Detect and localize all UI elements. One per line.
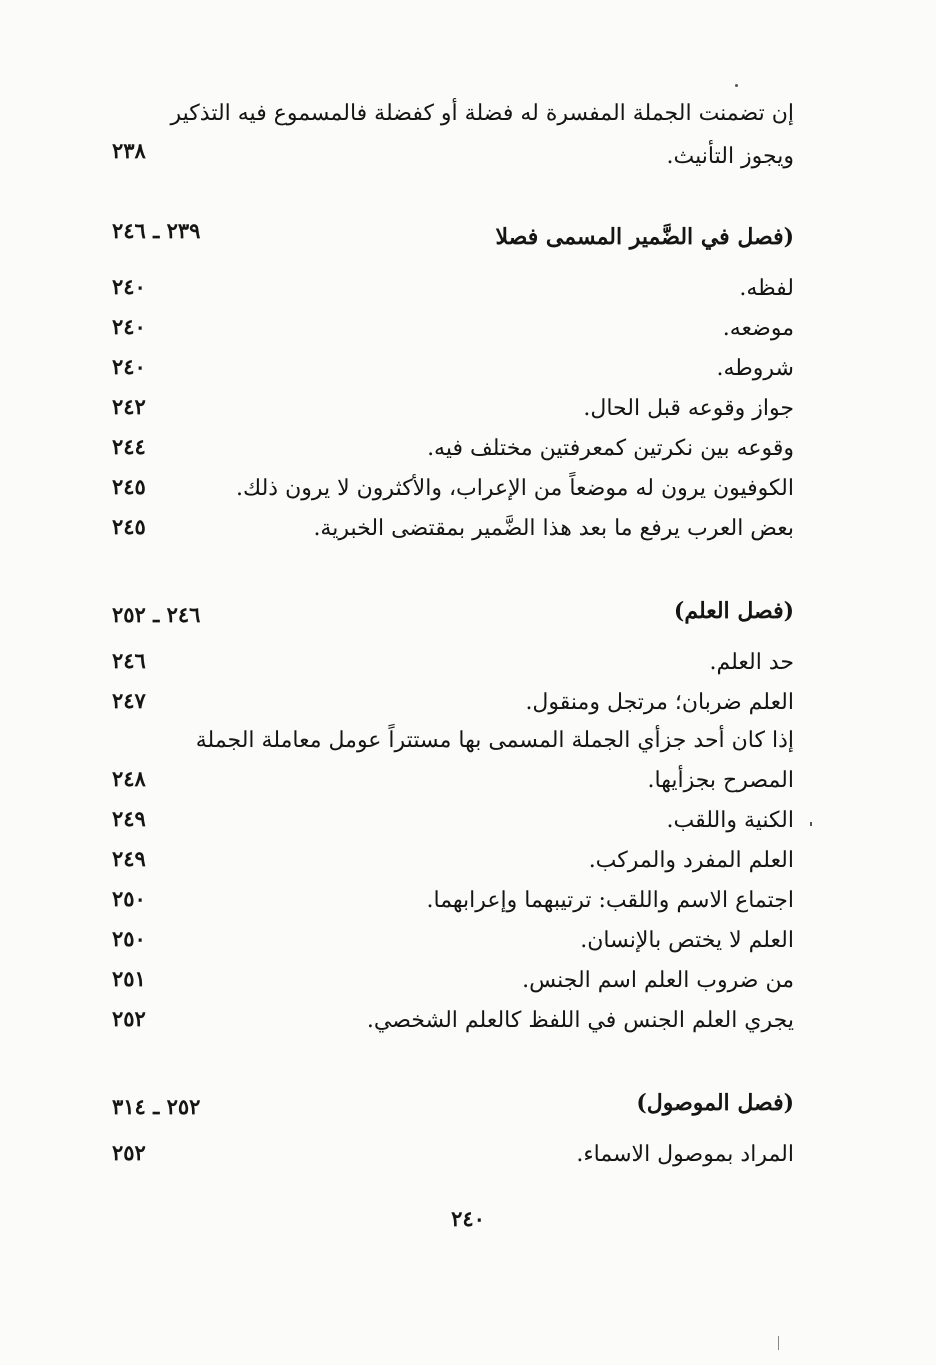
- index-entry-page: ٢٤٠: [112, 314, 146, 339]
- index-entry-text: العلم ضربان؛ مرتجل ومنقول.: [525, 690, 794, 715]
- index-entry-text: جواز وقوعه قبل الحال.: [583, 396, 794, 421]
- index-entry-page: ٢٤٠: [112, 354, 146, 379]
- index-entry-text: موضعه.: [722, 316, 794, 341]
- index-entry-page: ٢٥١: [112, 966, 146, 991]
- index-entry-page: ٢٤٥: [112, 514, 146, 539]
- scan-speck: [810, 822, 812, 826]
- index-entry-page: ٢٣٨: [112, 138, 146, 163]
- index-entry-page: ٢٥٠: [112, 926, 146, 951]
- index-entry-page: ٢٤٩: [112, 846, 146, 871]
- index-entry-text: العلم لا يختص بالإنسان.: [580, 928, 794, 953]
- index-entry-page: ٢٤٤: [112, 434, 146, 459]
- page-number: ٢٤٠: [451, 1206, 485, 1231]
- index-entry-text: إذا كان أحد جزأي الجملة المسمى بها مستتراً عومل معاملة الجملة: [195, 728, 794, 753]
- index-entry-text: بعض العرب يرفع ما بعد هذا الضَّمير بمقتضى الخبرية.: [313, 516, 794, 541]
- index-entry-text: حد العلم.: [709, 650, 794, 675]
- section-heading: (فصل في الضَّمير المسمى فصلا: [495, 224, 794, 250]
- section-heading: (فصل الموصول): [636, 1090, 794, 1116]
- scan-speck: [735, 84, 738, 87]
- index-entry-text: الكوفيون يرون له موضعاً من الإعراب، والأكثرون لا يرون ذلك.: [236, 476, 794, 501]
- index-entry-page: ٢٥٢: [112, 1140, 146, 1165]
- index-entry-text: ويجوز التأنيث.: [666, 144, 794, 169]
- index-entry-page: ٢٤٧: [112, 688, 146, 713]
- index-entry-text: إن تضمنت الجملة المفسرة له فضلة أو كفضلة فالمسموع فيه التذكير: [170, 101, 794, 126]
- index-entry-page: ٢٤٨: [112, 766, 146, 791]
- index-entry-text: المراد بموصول الاسماء.: [576, 1142, 794, 1167]
- index-entry-page: ٢٤٦: [112, 648, 146, 673]
- index-entry-text: من ضروب العلم اسم الجنس.: [522, 968, 794, 993]
- index-entry-page: ٢٤٢: [112, 394, 146, 419]
- index-entry-text: شروطه.: [716, 356, 794, 381]
- section-page-range: ٢٥٢ ـ ٣١٤: [112, 1094, 201, 1119]
- index-entry-text: الكنية واللقب.: [666, 808, 794, 833]
- index-entry-page: ٢٥٢: [112, 1006, 146, 1031]
- index-entry-page: ٢٥٠: [112, 886, 146, 911]
- section-heading: (فصل العلم): [673, 598, 794, 624]
- index-entry-text: لفظه.: [739, 276, 794, 301]
- scan-speck: [778, 1336, 779, 1350]
- index-entry-text: المصرح بجزأيها.: [647, 768, 794, 793]
- section-page-range: ٢٤٦ ـ ٢٥٢: [112, 602, 201, 627]
- index-entry-page: ٢٤٩: [112, 806, 146, 831]
- index-entry-page: ٢٤٥: [112, 474, 146, 499]
- index-entry-text: يجري العلم الجنس في اللفظ كالعلم الشخصي.: [366, 1008, 794, 1033]
- index-entry-text: اجتماع الاسم واللقب: ترتيبهما وإعرابهما.: [426, 888, 794, 913]
- section-page-range: ٢٣٩ ـ ٢٤٦: [112, 218, 201, 243]
- index-entry-text: وقوعه بين نكرتين كمعرفتين مختلف فيه.: [427, 436, 794, 461]
- index-entry-page: ٢٤٠: [112, 274, 146, 299]
- index-entry-text: العلم المفرد والمركب.: [588, 848, 794, 873]
